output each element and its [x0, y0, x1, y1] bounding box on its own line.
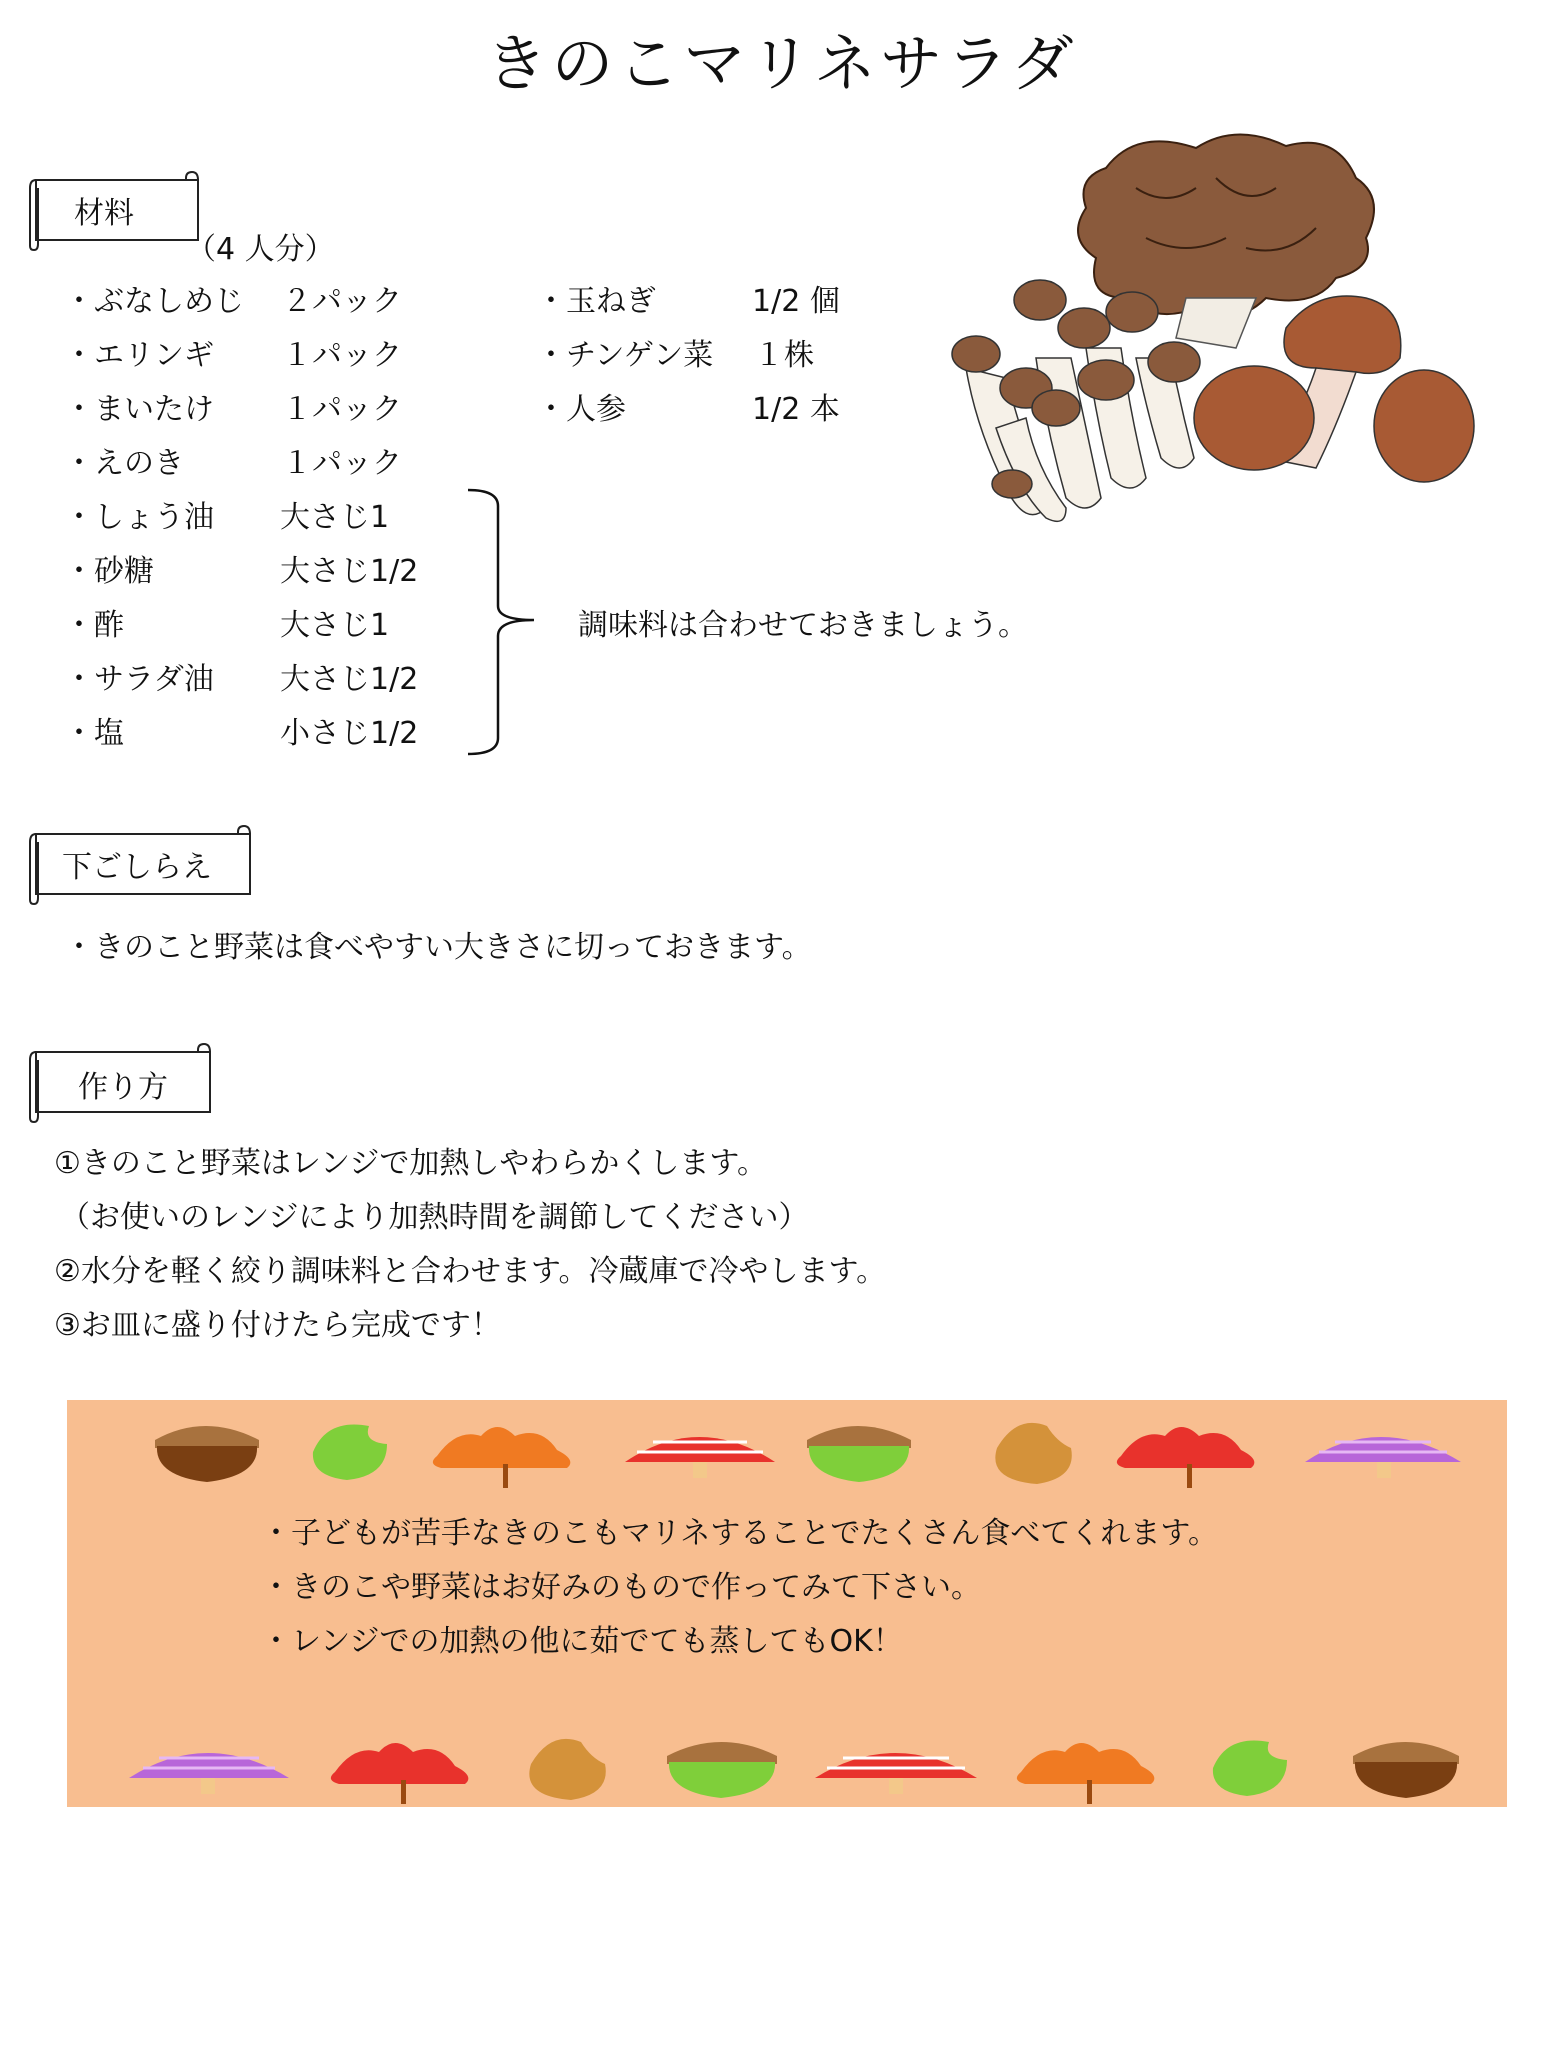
memo-box	[67, 1400, 1507, 1807]
mushroom-purple-icon	[1305, 1437, 1461, 1478]
ingredient-qty: 1/2 個	[752, 284, 840, 319]
page-title: きのこマリネサラダ	[485, 27, 1078, 100]
prep-heading-label: 下ごしらえ	[62, 850, 212, 885]
memo-line: ・レンジでの加熱の他に茹でても蒸してもOK！	[261, 1624, 903, 1659]
servings: （4 人分）	[186, 232, 335, 267]
ingredient-name: ・玉ねぎ	[536, 284, 656, 319]
brace-icon	[462, 486, 542, 758]
ingredient-name: ・エリンギ	[64, 338, 214, 373]
memo-line: ・きのこや野菜はお好みのもので作ってみて下さい。	[261, 1570, 981, 1605]
ingredient-name: ・塩	[64, 716, 124, 751]
ingredient-name: ・チンゲン菜	[536, 338, 714, 373]
ingredient-qty: １株	[754, 338, 814, 373]
ingredient-qty: １パック	[282, 446, 402, 481]
ingredient-name: ・酢	[64, 608, 124, 643]
ingredient-name: ・しょう油	[64, 500, 214, 535]
ingredient-name: ・サラダ油	[64, 662, 214, 697]
maple-leaf-red-icon	[331, 1743, 468, 1804]
ingredient-qty: 大さじ1/2	[280, 662, 419, 697]
method-heading-label: 作り方	[78, 1070, 168, 1105]
ingredient-name: ・まいたけ	[64, 392, 214, 427]
maple-leaf-red-icon	[1117, 1427, 1255, 1488]
decoration-row-top	[67, 1400, 1507, 1490]
materials-heading-label: 材料	[74, 196, 134, 231]
method-heading	[26, 1040, 216, 1122]
leaf-green-icon	[313, 1424, 387, 1480]
maple-leaf-orange-icon	[433, 1427, 570, 1488]
method-step: ②水分を軽く絞り調味料と合わせます。冷蔵庫で冷やします。	[54, 1254, 887, 1289]
acorn-icon	[1353, 1742, 1459, 1798]
prep-text: ・きのこと野菜は食べやすい大きさに切っておきます。	[64, 930, 812, 965]
ginkgo-leaf-icon	[529, 1739, 605, 1800]
acorn-green-icon	[807, 1426, 911, 1482]
materials-heading	[26, 168, 176, 250]
mushroom-illustration	[936, 128, 1536, 548]
acorn-green-icon	[667, 1742, 777, 1798]
leaf-green-icon	[1213, 1740, 1287, 1796]
method-step: （お使いのレンジにより加熱時間を調節してください）	[60, 1200, 809, 1235]
ingredient-qty: １パック	[282, 392, 402, 427]
method-step: ③お皿に盛り付けたら完成です！	[54, 1308, 501, 1343]
prep-heading	[26, 822, 258, 904]
ingredient-name: ・ぶなしめじ	[64, 284, 244, 319]
ingredient-qty: 小さじ1/2	[280, 716, 419, 751]
mushroom-red-icon	[815, 1753, 977, 1794]
ingredient-name: ・砂糖	[64, 554, 154, 589]
ingredient-name: ・えのき	[64, 446, 184, 481]
method-step: ①きのこと野菜はレンジで加熱しやわらかくします。	[54, 1146, 767, 1181]
memo-line: ・子どもが苦手なきのこもマリネすることでたくさん食べてくれます。	[261, 1516, 1218, 1551]
mushroom-purple-icon	[129, 1753, 289, 1794]
seasoning-note: 調味料は合わせておきましょう。	[578, 608, 1028, 643]
ingredient-qty: 1/2 本	[752, 392, 840, 427]
ingredient-name: ・人参	[536, 392, 626, 427]
maple-leaf-orange-icon	[1017, 1743, 1155, 1804]
shimeji-icon	[952, 280, 1200, 521]
acorn-icon	[155, 1426, 259, 1482]
ingredient-qty: ２パック	[282, 284, 402, 319]
mushroom-red-icon	[625, 1437, 775, 1478]
ingredient-qty: 大さじ1	[280, 500, 390, 535]
ingredient-qty: 大さじ1	[280, 608, 390, 643]
decoration-row-bottom	[67, 1716, 1507, 1806]
ingredient-qty: １パック	[282, 338, 402, 373]
ginkgo-leaf-icon	[995, 1423, 1071, 1484]
ingredient-qty: 大さじ1/2	[280, 554, 419, 589]
